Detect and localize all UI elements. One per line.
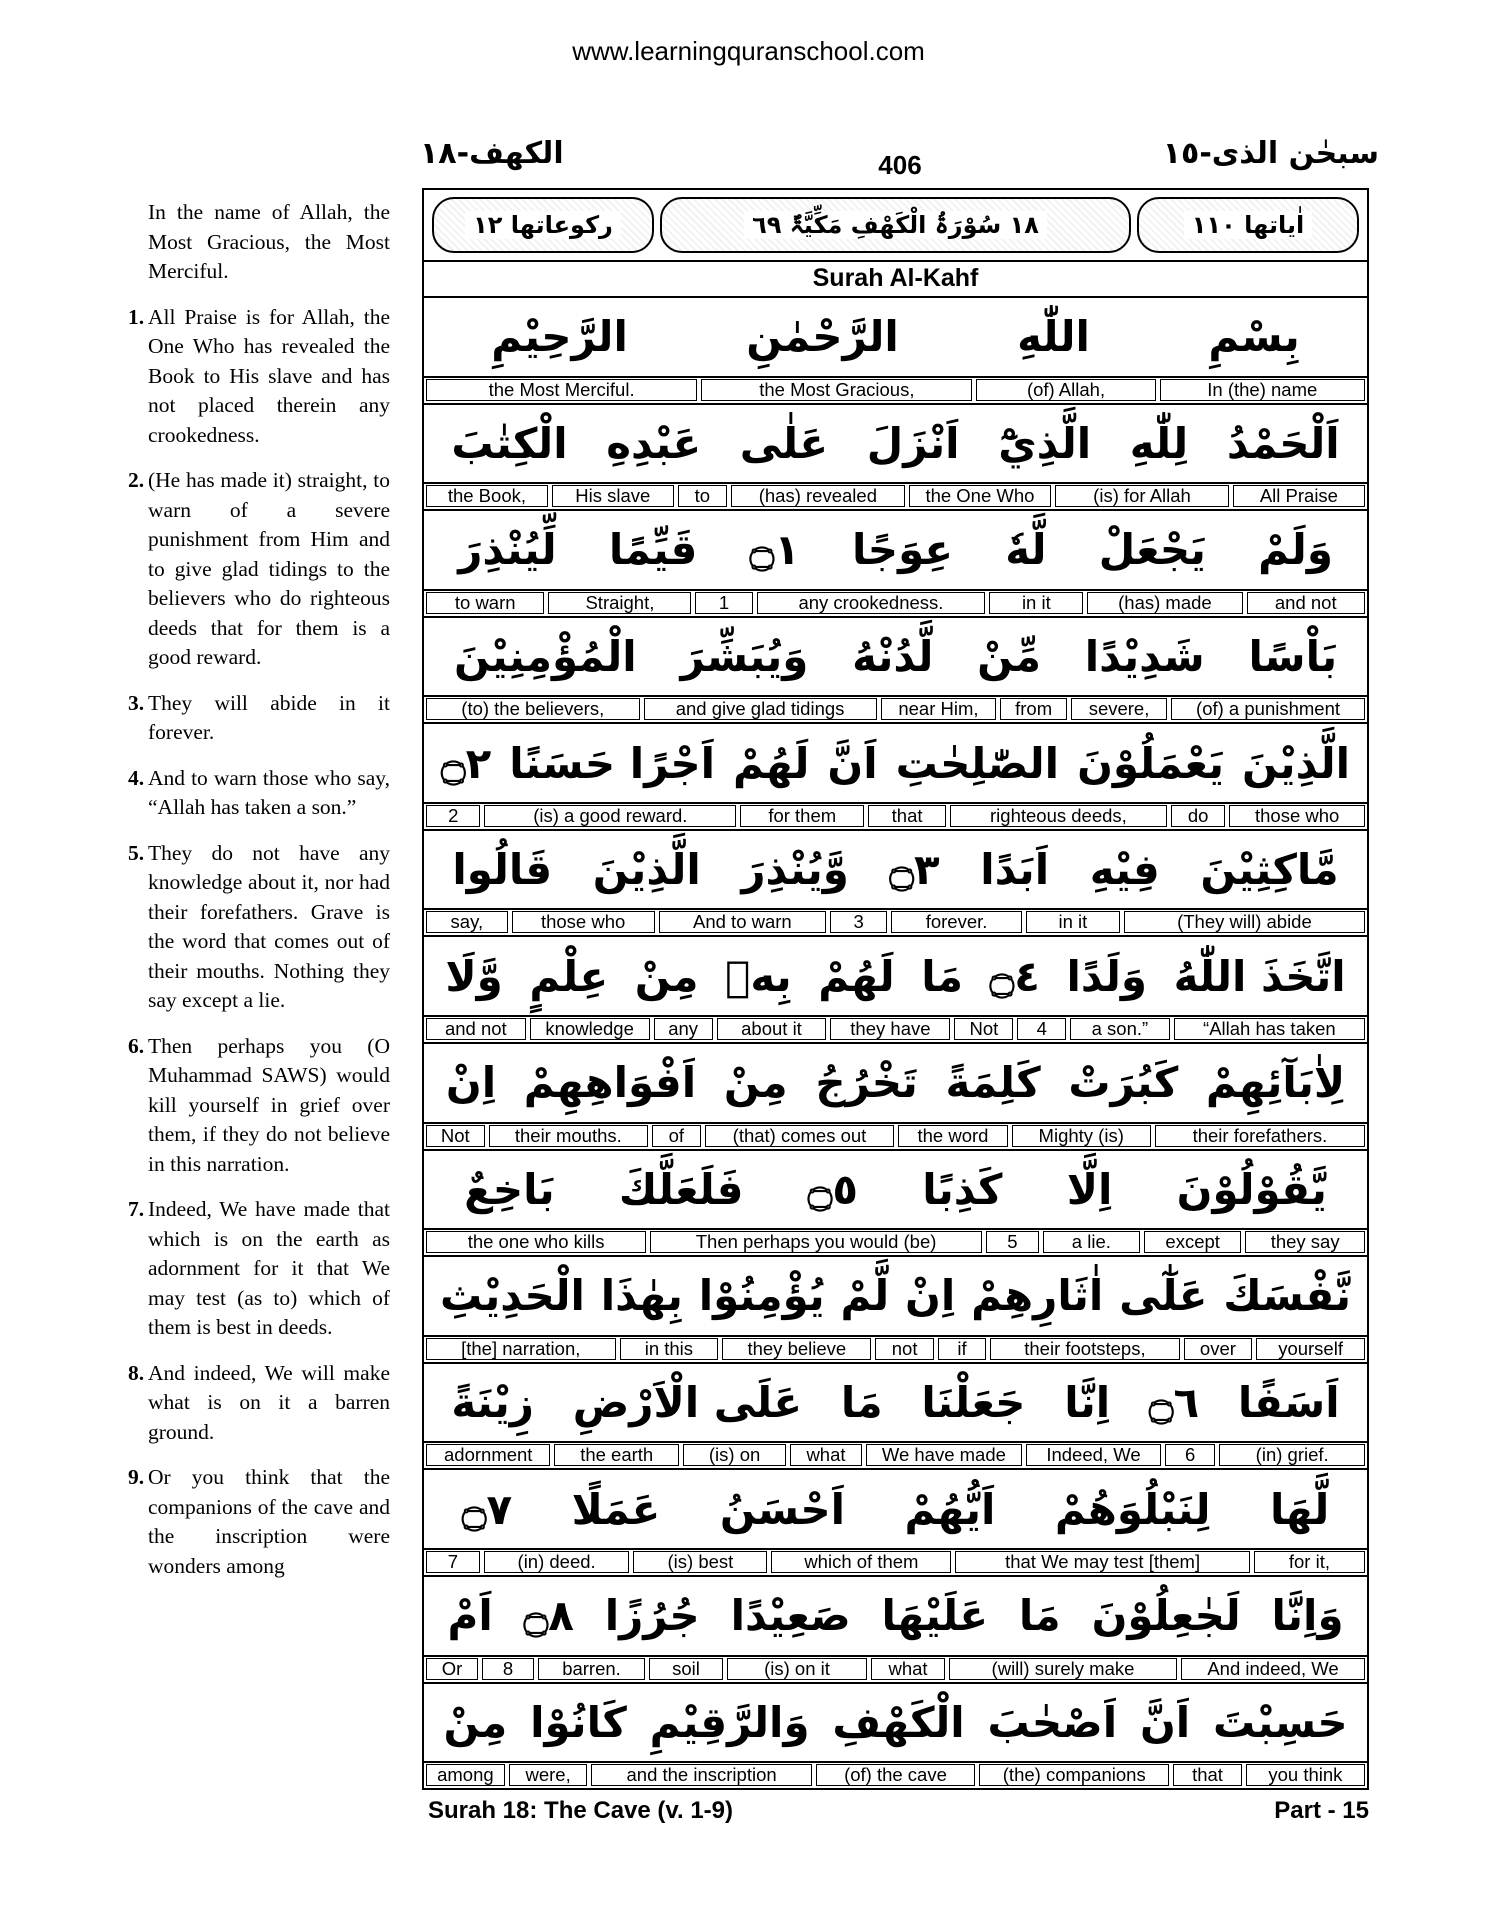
gloss-cell: were, — [509, 1764, 588, 1786]
gloss-cell: And indeed, We — [1181, 1658, 1365, 1680]
gloss-cell: (is) on it — [727, 1658, 867, 1680]
arabic-word: اَيُّهُمْ — [904, 1484, 996, 1534]
verse-row — [424, 1470, 1367, 1577]
gloss-cell: to warn — [426, 592, 544, 614]
arabic-word: عَلٰٓى — [1119, 1271, 1208, 1321]
translation-verse — [128, 1359, 390, 1448]
arabic-word: اللّٰهِ — [1017, 312, 1090, 362]
gloss-line — [424, 802, 1367, 829]
gloss-cell: they have — [830, 1018, 950, 1040]
gloss-cell: the one who kills — [426, 1231, 646, 1253]
gloss-cell: the Book, — [426, 485, 548, 507]
translation-verse — [128, 466, 390, 673]
arabic-word: نَّفْسَكَ — [1223, 1271, 1352, 1321]
arabic-word: زِيْنَةً — [451, 1378, 534, 1428]
gloss-cell: knowledge — [530, 1018, 650, 1040]
arabic-word: يَجْعَلْ — [1098, 525, 1206, 575]
arabic-line — [424, 724, 1367, 802]
gloss-cell: Or — [426, 1658, 478, 1680]
gloss-cell: that We may test [them] — [955, 1551, 1250, 1573]
arabic-line — [424, 1364, 1367, 1442]
arabic-word: وَلَدًا — [1066, 951, 1147, 1001]
gloss-cell: what — [871, 1658, 945, 1680]
arabic-word: اَبَدًا — [980, 845, 1050, 895]
ayat-count: اٰیاتھا ١١٠ — [1137, 197, 1359, 253]
arabic-word: ۝٧ — [461, 1484, 513, 1534]
translation-verse — [128, 1032, 390, 1180]
arabic-line — [424, 298, 1367, 376]
gloss-cell: and the inscription — [591, 1764, 811, 1786]
gloss-cell: in this — [620, 1338, 719, 1360]
translation-verse-text: All Praise is for Allah, the One Who has revealed the Book to His slave and has not placed therein any crookedness. — [148, 304, 390, 447]
surah-title-arabic: ١٨ سُوْرَۃُ الْکَھْفِ مَکِّیَّۃٌ ٦٩ — [660, 197, 1131, 253]
gloss-cell: their mouths. — [489, 1125, 649, 1147]
arabic-word: يَعْمَلُوْنَ — [1077, 738, 1225, 788]
gloss-cell: do — [1171, 805, 1225, 827]
verse-row — [424, 618, 1367, 725]
arabic-line — [424, 831, 1367, 909]
arabic-word: مِنْ — [443, 1697, 508, 1747]
arabic-word: اَنَّ — [827, 738, 878, 788]
gloss-cell: [the] narration, — [426, 1338, 616, 1360]
verse-row — [424, 511, 1367, 618]
translation-verse-text: (He has made it) straight, to warn of a severe punishment from Him and to give glad tidings to the believers who do righteous deeds that for them is a good reward. — [148, 468, 390, 669]
arabic-word: عَمَلًا — [571, 1484, 661, 1534]
verse-row — [424, 831, 1367, 938]
arabic-word: تَخْرُجُ — [815, 1058, 918, 1108]
translation-verse-number: 6. — [128, 1033, 145, 1058]
translation-verse-number: 1. — [128, 304, 145, 329]
arabic-word: اَمْ — [447, 1591, 493, 1641]
gloss-cell: and give glad tidings — [644, 698, 877, 720]
gloss-line — [424, 1122, 1367, 1149]
arabic-word: لِاٰبَآئِهِمْ — [1205, 1058, 1346, 1108]
gloss-cell: about it — [717, 1018, 827, 1040]
translation-verse-text: Indeed, We have made that which is on the earth as adornment for it that We may test (as to) which of them is best in deeds. — [148, 1197, 390, 1339]
gloss-cell: a lie. — [1043, 1231, 1140, 1253]
arabic-word: عِلْمٍ — [529, 951, 609, 1001]
arabic-word: مِنْ — [634, 951, 699, 1001]
gloss-cell: what — [790, 1444, 862, 1466]
arabic-word: فِيْهِ — [1089, 845, 1160, 895]
gloss-cell: Straight, — [548, 592, 691, 614]
arabic-word: الَّذِيْنَ — [592, 845, 701, 895]
arabic-line — [424, 937, 1367, 1015]
arabic-word: قَيِّمًا — [608, 525, 698, 575]
arabic-word: الصّٰلِحٰتِ — [895, 738, 1060, 788]
gloss-cell: you think — [1246, 1764, 1365, 1786]
arabic-word: الْكِتٰبَ — [451, 418, 568, 468]
arabic-word: وَالرَّقِيْمِ — [649, 1697, 810, 1747]
arabic-word: صَعِيْدًا — [730, 1591, 851, 1641]
arabic-word: عَبْدِهِ — [606, 418, 702, 468]
arabic-word: بِهٰذَا — [600, 1271, 683, 1321]
gloss-cell: “Allah has taken — [1174, 1018, 1365, 1040]
gloss-cell: in it — [989, 592, 1083, 614]
arabic-word: اَسَفًا — [1237, 1378, 1340, 1428]
arabic-word: عَلٰى — [739, 418, 829, 468]
verse-row — [424, 1257, 1367, 1364]
surah-title: Surah Al-Kahf — [424, 262, 1367, 298]
gloss-cell: the Most Gracious, — [701, 379, 972, 401]
verse-row — [424, 1364, 1367, 1471]
gloss-cell: 6 — [1165, 1444, 1215, 1466]
translation-verse-number: 2. — [128, 468, 145, 492]
gloss-line — [424, 376, 1367, 403]
arabic-word: اِنَّا — [1064, 1378, 1111, 1428]
gloss-cell: 7 — [426, 1551, 480, 1573]
arabic-line — [424, 511, 1367, 589]
translation-verse-text: Then perhaps you (O Muhammad SAWS) would kill yourself in grief over them, if they do not believe in this narration. — [148, 1033, 390, 1176]
surah-banner — [424, 190, 1367, 262]
arabic-word: اٰثَارِهِمْ — [971, 1271, 1104, 1321]
translation-verse-text: And to warn those who say, “Allah has taken a son.” — [148, 765, 390, 819]
arabic-line — [424, 1684, 1367, 1762]
word-by-word-table — [422, 188, 1369, 1790]
translation-verse-text: Or you think that the companions of the cave and the inscription were wonders among — [148, 1465, 390, 1578]
arabic-line — [424, 618, 1367, 696]
translation-verse-number: 7. — [128, 1197, 145, 1221]
arabic-word: الَّذِيْٓ — [998, 418, 1092, 468]
gloss-cell: (will) surely make — [949, 1658, 1177, 1680]
gloss-cell: to — [678, 485, 727, 507]
arabic-line — [424, 1257, 1367, 1335]
gloss-cell: for them — [740, 805, 864, 827]
gloss-cell: they believe — [722, 1338, 871, 1360]
gloss-cell: (They will) abide — [1124, 911, 1365, 933]
gloss-cell: (is) for Allah — [1055, 485, 1229, 507]
gloss-cell: (has) revealed — [731, 485, 905, 507]
gloss-cell: that — [1173, 1764, 1242, 1786]
arabic-word: اِنْ — [445, 1058, 497, 1108]
gloss-cell: soil — [649, 1658, 723, 1680]
verse-row — [424, 1684, 1367, 1789]
gloss-cell: His slave — [552, 485, 674, 507]
arabic-word: لَّهَا — [1269, 1484, 1330, 1534]
arabic-word: وَيُبَشِّرَ — [680, 632, 809, 682]
arabic-word: وَلَمْ — [1258, 525, 1333, 575]
arabic-word: لِلّٰهِ — [1129, 418, 1189, 468]
arabic-word: عِوَجًا — [852, 525, 954, 575]
verse-row — [424, 1044, 1367, 1151]
arabic-word: كَبُرَتْ — [1068, 1058, 1179, 1108]
arabic-word: اتَّخَذَ اللّٰهُ — [1173, 951, 1346, 1001]
arabic-word: لَّدُنْهُ — [852, 632, 934, 682]
gloss-cell: (is) best — [633, 1551, 767, 1573]
gloss-cell: Not — [954, 1018, 1013, 1040]
gloss-cell: 3 — [830, 911, 887, 933]
gloss-cell: yourself — [1256, 1338, 1365, 1360]
gloss-cell: (in) grief. — [1219, 1444, 1365, 1466]
arabic-word: كَانُوْا — [530, 1697, 627, 1747]
translation-verse — [128, 303, 390, 451]
arabic-word: جُرُزًا — [604, 1591, 700, 1641]
gloss-cell: that — [868, 805, 946, 827]
arabic-word: الرَّحْمٰنِ — [746, 312, 899, 362]
gloss-cell: 5 — [986, 1231, 1039, 1253]
arabic-word: اَلْحَمْدُ — [1226, 418, 1340, 468]
gloss-cell: from — [1000, 698, 1067, 720]
gloss-cell: (the) companions — [979, 1764, 1169, 1786]
header-part-arabic: سبحٰن الذی-١٥ — [1162, 136, 1379, 171]
gloss-cell: All Praise — [1233, 485, 1365, 507]
arabic-word: عَلَى الْاَرْضِ — [572, 1378, 803, 1428]
gloss-line — [424, 908, 1367, 935]
arabic-word: ۝٤ — [989, 951, 1040, 1001]
arabic-word: مَا — [840, 1378, 883, 1428]
gloss-cell: (has) made — [1087, 592, 1242, 614]
page-number: 406 — [878, 150, 922, 180]
arabic-word: الَّذِيْنَ — [1242, 738, 1351, 788]
arabic-word: مَا — [1018, 1591, 1061, 1641]
arabic-word: ۝١ — [749, 525, 800, 575]
arabic-line — [424, 1470, 1367, 1548]
gloss-cell: Indeed, We — [1026, 1444, 1161, 1466]
arabic-word: حَسِبْتَ — [1212, 1697, 1348, 1747]
site-url[interactable]: www.learningquranschool.com — [572, 36, 925, 66]
gloss-cell: among — [426, 1764, 505, 1786]
translation-verse-number: 3. — [128, 690, 145, 715]
gloss-cell: We have made — [866, 1444, 1022, 1466]
arabic-word: جَعَلْنَا — [921, 1378, 1026, 1428]
arabic-line — [424, 1577, 1367, 1655]
gloss-cell: In (the) name — [1160, 379, 1365, 401]
translation-verse-number: 4. — [128, 765, 145, 790]
gloss-cell: except — [1144, 1231, 1241, 1253]
arabic-line — [424, 1151, 1367, 1229]
footer-part: Part - 15 — [1274, 1797, 1369, 1824]
gloss-cell: And to warn — [659, 911, 827, 933]
gloss-cell: any crookedness. — [757, 592, 986, 614]
arabic-word: لَّمْ — [840, 1271, 890, 1321]
gloss-cell: 8 — [482, 1658, 534, 1680]
translation-verse — [128, 764, 390, 823]
gloss-cell: of — [652, 1125, 700, 1147]
arabic-word: الرَّحِيْمِ — [491, 312, 628, 362]
translation-verse — [128, 839, 390, 1016]
gloss-cell: not — [875, 1338, 933, 1360]
gloss-cell: (is) on — [683, 1444, 786, 1466]
gloss-cell: for it, — [1254, 1551, 1365, 1573]
gloss-cell: (of) the cave — [816, 1764, 976, 1786]
header-surah-arabic: الکھف-١٨ — [420, 136, 564, 171]
arabic-word: اَنَّ — [1139, 1697, 1191, 1747]
arabic-word: شَدِيْدًا — [1084, 632, 1205, 682]
translation-verses — [128, 303, 390, 1582]
footer-surah-info: Surah 18: The Cave (v. 1-9) — [428, 1797, 733, 1824]
arabic-word: مَّاكِثِيْنَ — [1200, 845, 1339, 895]
translation-verse — [128, 1463, 390, 1581]
gloss-cell: (of) a punishment — [1171, 698, 1365, 720]
arabic-word: ۝٣ — [889, 845, 940, 895]
arabic-word: كَذِبًا — [922, 1164, 1003, 1214]
arabic-word: لَّهٗ — [1005, 525, 1047, 575]
translation-verse-text: And indeed, We will make what is on it a barren ground. — [148, 1360, 390, 1444]
gloss-cell: severe, — [1071, 698, 1167, 720]
arabic-line — [424, 405, 1367, 483]
arabic-word: فَلَعَلَّكَ — [618, 1164, 744, 1214]
arabic-word: لِنَبْلُوَهُمْ — [1054, 1484, 1211, 1534]
arabic-word: وَاِنَّا — [1271, 1591, 1344, 1641]
gloss-cell: they say — [1245, 1231, 1365, 1253]
gloss-cell: which of them — [771, 1551, 951, 1573]
arabic-word: ۝٨ — [523, 1591, 574, 1641]
arabic-word: مِّنْ — [977, 632, 1041, 682]
verse-row — [424, 1577, 1367, 1684]
arabic-line — [424, 1044, 1367, 1122]
translation-verse — [128, 689, 390, 748]
arabic-word: اَنْزَلَ — [866, 418, 960, 468]
gloss-line — [424, 1015, 1367, 1042]
gloss-cell: Mighty (is) — [1012, 1125, 1151, 1147]
arabic-word: يَّقُوْلُوْنَ — [1176, 1164, 1327, 1214]
gloss-line — [424, 1761, 1367, 1788]
gloss-line — [424, 1335, 1367, 1362]
arabic-word: ۝٥ — [807, 1164, 858, 1214]
arabic-word: بِسْمِ — [1208, 312, 1300, 362]
gloss-line — [424, 1548, 1367, 1575]
arabic-word: قَالُوا — [452, 845, 553, 895]
arabic-word: يُؤْمِنُوْا — [698, 1271, 825, 1321]
gloss-cell: 4 — [1017, 1018, 1066, 1040]
arabic-word: اَصْحٰبَ — [987, 1697, 1118, 1747]
gloss-cell: over — [1184, 1338, 1253, 1360]
arabic-word: لَجٰعِلُوْنَ — [1091, 1591, 1241, 1641]
arabic-word: ۝٦ — [1148, 1378, 1200, 1428]
verse-row — [424, 298, 1367, 405]
arabic-word: الْحَدِيْثِ — [439, 1271, 585, 1321]
gloss-cell: (is) a good reward. — [484, 805, 736, 827]
gloss-cell: the earth — [554, 1444, 678, 1466]
gloss-cell: barren. — [538, 1658, 645, 1680]
gloss-cell: (that) comes out — [705, 1125, 895, 1147]
arabic-word: اِنْ — [905, 1271, 956, 1321]
translation-verse-number: 9. — [128, 1465, 145, 1489]
translation-verse-number: 8. — [128, 1360, 145, 1385]
gloss-line — [424, 482, 1367, 509]
arabic-word: الْكَهْفِ — [832, 1697, 965, 1747]
gloss-cell: (of) Allah, — [976, 379, 1155, 401]
arabic-word: الْمُؤْمِنِيْنَ — [453, 632, 637, 682]
translation-verse — [128, 1195, 390, 1343]
verse-row — [424, 1151, 1367, 1258]
arabic-word: عَلَيْهَا — [881, 1591, 989, 1641]
arabic-word: بَاخِعٌ — [464, 1164, 555, 1214]
gloss-cell: their forefathers. — [1155, 1125, 1365, 1147]
verse-row — [424, 405, 1367, 512]
arabic-word: بِهٖ — [725, 951, 792, 1001]
ruku-count: رکوعاتھا ١٢ — [432, 197, 654, 253]
arabic-word: لَهُمْ — [818, 951, 895, 1001]
gloss-cell: those who — [512, 911, 655, 933]
verse-row — [424, 937, 1367, 1044]
arabic-word: لِّيُنْذِرَ — [458, 525, 557, 575]
verse-row — [424, 724, 1367, 831]
gloss-cell: those who — [1229, 805, 1365, 827]
gloss-cell: Not — [426, 1125, 485, 1147]
gloss-cell: the Most Merciful. — [426, 379, 697, 401]
gloss-cell: if — [938, 1338, 986, 1360]
gloss-cell: their footsteps, — [990, 1338, 1180, 1360]
arabic-word: اِلَّا — [1066, 1164, 1113, 1214]
gloss-cell: near Him, — [881, 698, 997, 720]
arabic-word: لَهُمْ — [732, 738, 810, 788]
gloss-cell: 1 — [695, 592, 752, 614]
gloss-cell: righteous deeds, — [950, 805, 1167, 827]
gloss-line — [424, 695, 1367, 722]
arabic-word: كَلِمَةً — [945, 1058, 1041, 1108]
gloss-cell: any — [654, 1018, 713, 1040]
arabic-word: مَا — [921, 951, 964, 1001]
gloss-cell: say, — [426, 911, 508, 933]
arabic-word: اَجْرًا حَسَنًا — [509, 738, 715, 788]
gloss-cell: (to) the believers, — [426, 698, 640, 720]
gloss-line — [424, 589, 1367, 616]
gloss-cell: adornment — [426, 1444, 550, 1466]
gloss-cell: forever. — [891, 911, 1022, 933]
gloss-cell: and not — [426, 1018, 526, 1040]
arabic-word: بَاْسًا — [1248, 632, 1338, 682]
gloss-cell: a son.” — [1070, 1018, 1170, 1040]
verse-rows — [424, 298, 1367, 1788]
translation-column — [128, 198, 390, 1581]
gloss-cell: 2 — [426, 805, 480, 827]
gloss-cell: in it — [1026, 911, 1120, 933]
arabic-word: وَّلَا — [445, 951, 503, 1001]
gloss-line — [424, 1228, 1367, 1255]
gloss-cell: the One Who — [909, 485, 1052, 507]
translation-verse-text: They will abide in it forever. — [148, 690, 390, 744]
gloss-line — [424, 1441, 1367, 1468]
arabic-word: ۝٢ — [441, 738, 492, 788]
gloss-cell: and not — [1247, 592, 1365, 614]
gloss-line — [424, 1655, 1367, 1682]
arabic-word: وَّيُنْذِرَ — [741, 845, 849, 895]
translation-intro-text: In the name of Allah, the Most Gracious, the Most Merciful. — [148, 200, 390, 283]
arabic-word: اَفْوَاهِهِمْ — [523, 1058, 697, 1108]
arabic-word: مِنْ — [723, 1058, 788, 1108]
gloss-cell: (in) deed. — [484, 1551, 630, 1573]
translation-intro — [128, 198, 390, 287]
translation-verse-number: 5. — [128, 840, 145, 865]
gloss-cell: Then perhaps you would (be) — [650, 1231, 982, 1253]
arabic-word: اَحْسَنُ — [719, 1484, 846, 1534]
translation-verse-text: They do not have any knowledge about it, nor had their forefathers. Grave is the word that comes out of their mouths. Nothing they say except a lie. — [148, 840, 390, 1012]
gloss-cell: the word — [898, 1125, 1007, 1147]
